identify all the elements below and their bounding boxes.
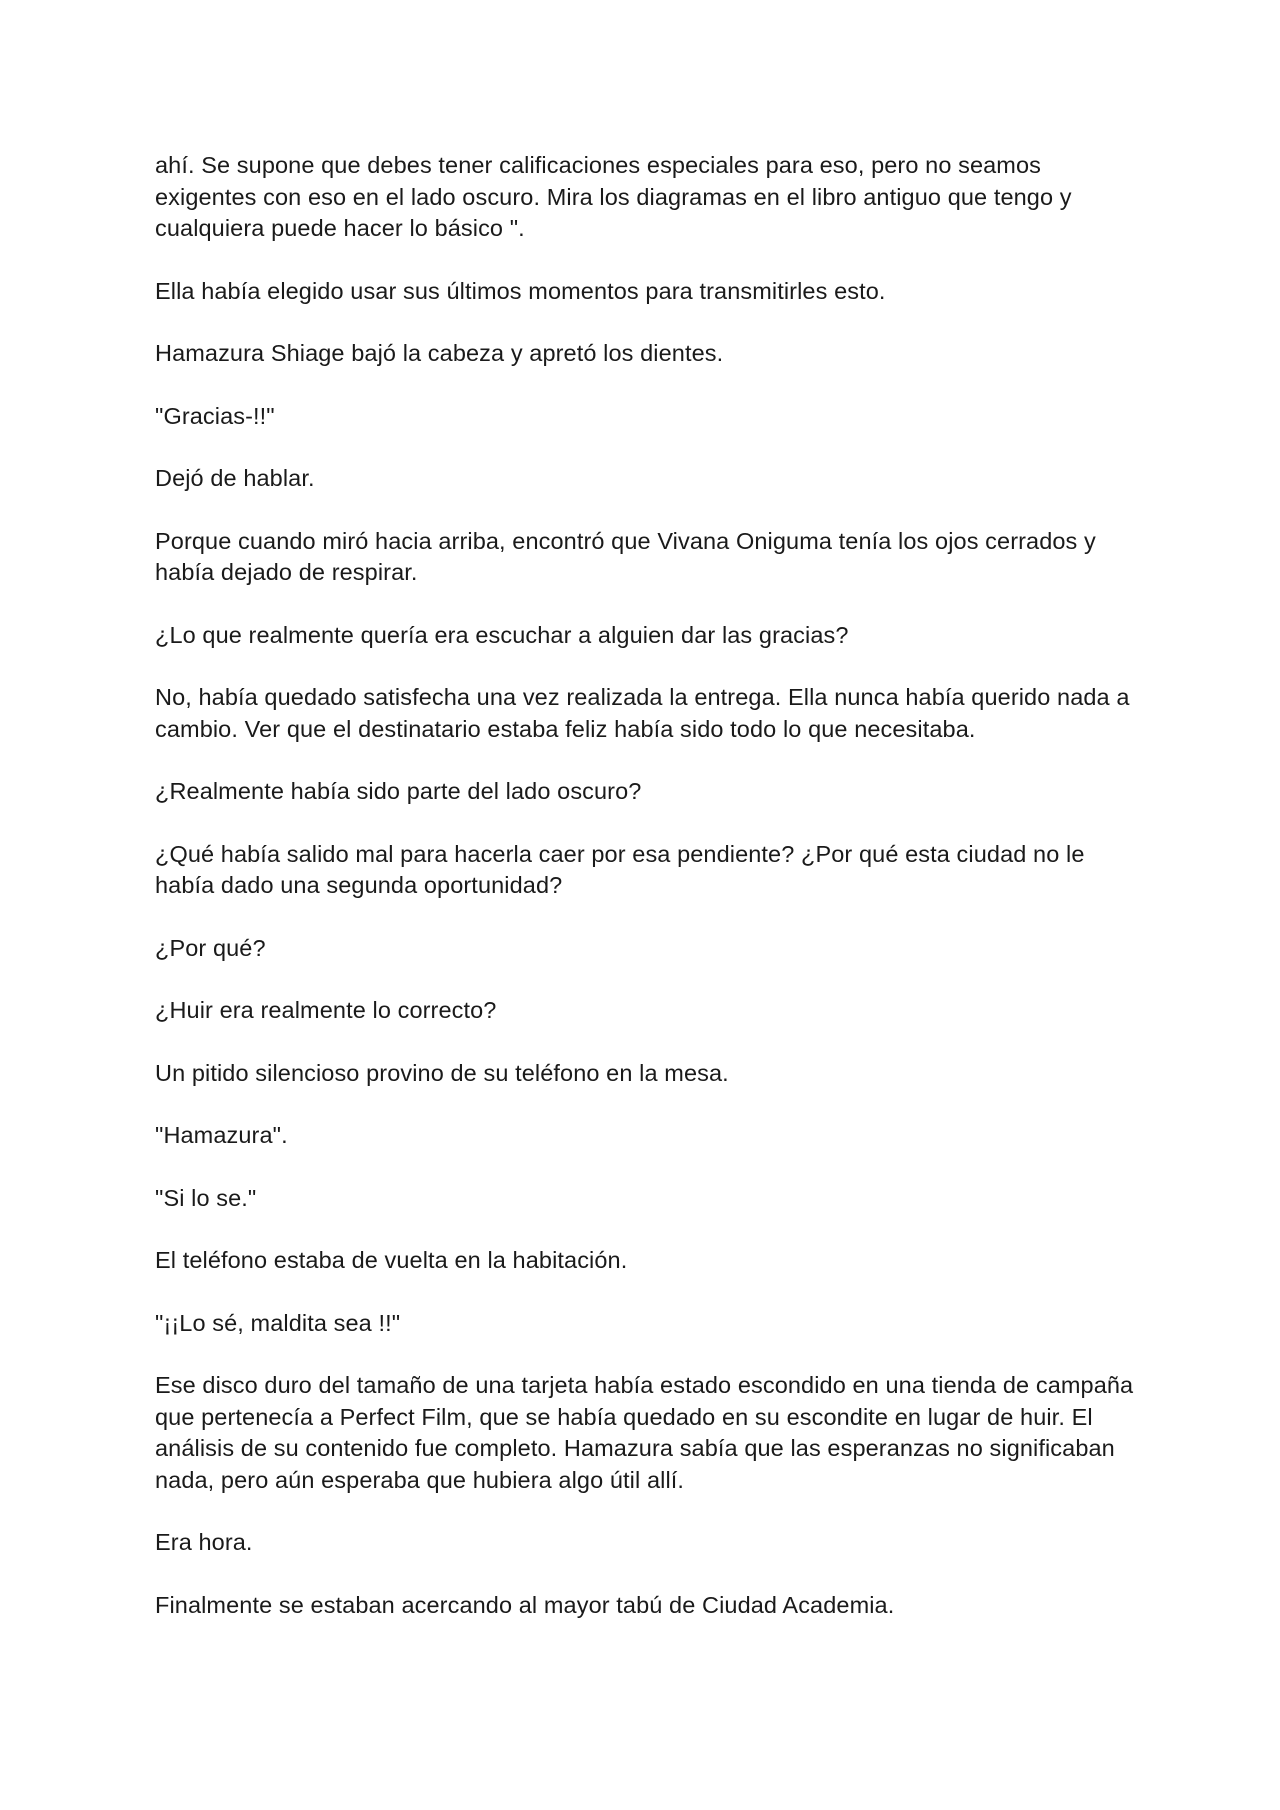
paragraph: "Gracias-!!" (155, 402, 275, 429)
paragraph: Hamazura Shiage bajó la cabeza y apretó los dientes. (155, 340, 724, 366)
paragraph: Ella había elegido usar sus últimos momentos para transmitirles esto. (155, 277, 886, 304)
paragraph: El teléfono estaba de vuelta en la habitación. (155, 1247, 628, 1273)
paragraph: "¡¡Lo sé, maldita sea !!" (155, 1309, 401, 1336)
paragraph: Finalmente se estaban acercando al mayor tabú de Ciudad Academia. (155, 1591, 895, 1618)
paragraph: Era hora. (155, 1529, 253, 1555)
paragraph: Ese disco duro del tamaño de una tarjeta había estado escondido en una tienda de campaña que pertenecía a Perfect Film, que se había quedado en su escondite en lugar de huir. El análisis de su contenido fue completo. Hamazura sabía que las esperanzas no significaban nada, pero aún esperaba que hubiera algo útil allí. (155, 1372, 1134, 1493)
paragraph: Porque cuando miró hacia arriba, encontró que Vivana Oniguma tenía los ojos cerrados y había dejado de respirar. (155, 527, 1096, 585)
paragraph: Dejó de hablar. (155, 465, 315, 491)
paragraph: "Si lo se." (155, 1184, 257, 1211)
paragraph: ¿Qué había salido mal para hacerla caer por esa pendiente? ¿Por qué esta ciudad no le había dado una segunda oportunidad? (155, 840, 1085, 898)
paragraph: ¿Por qué? (155, 934, 266, 961)
paragraph: ¿Realmente había sido parte del lado oscuro? (155, 778, 642, 804)
document-page (155, 150, 1135, 1652)
paragraph: Un pitido silencioso provino de su teléfono en la mesa. (155, 1059, 729, 1086)
paragraph: ahí. Se supone que debes tener calificaciones especiales para eso, pero no seamos exigentes con eso en el lado oscuro. Mira los diagramas en el libro antiguo que tengo y cualquiera puede hacer lo básico ". (155, 152, 1072, 241)
paragraph: ¿Lo que realmente quería era escuchar a alguien dar las gracias? (155, 621, 849, 648)
paragraph: No, había quedado satisfecha una vez realizada la entrega. Ella nunca había querido nada a cambio. Ver que el destinatario estaba feliz había sido todo lo que necesitaba. (155, 684, 1130, 742)
paragraph: ¿Huir era realmente lo correcto? (155, 997, 497, 1023)
paragraph: "Hamazura". (155, 1122, 288, 1148)
